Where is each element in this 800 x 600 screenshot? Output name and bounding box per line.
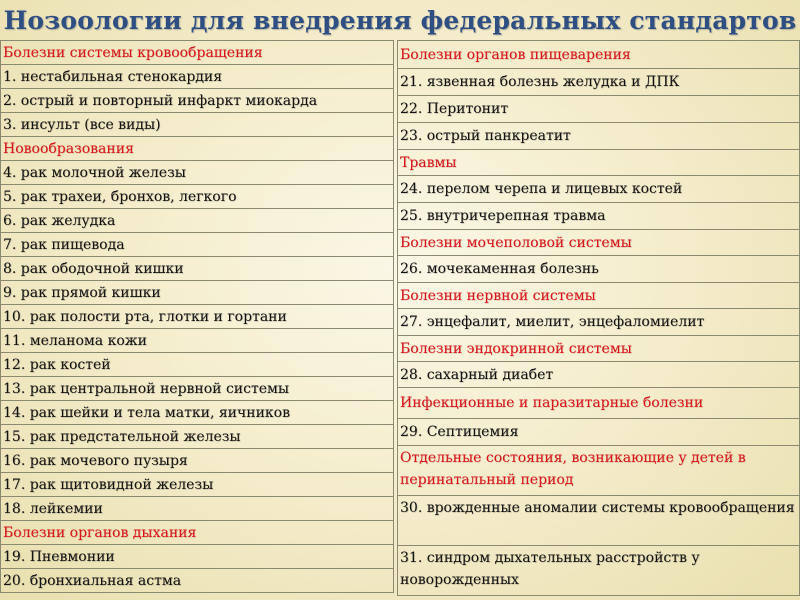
- left-nosology-table: [0, 40, 394, 593]
- left-row-7: [0, 185, 394, 209]
- right-row-3-text: 22. Перитонит: [400, 101, 509, 117]
- right-row-9-text: 26. мочекаменная болезнь: [400, 261, 599, 277]
- right-row-7-text: 25. внутричерепная травма: [400, 208, 606, 224]
- right-row-9: [397, 256, 800, 283]
- right-row-14: [397, 388, 800, 419]
- left-row-3-text: 2. острый и повторный инфаркт миокарда: [3, 92, 318, 109]
- left-row-23-text: 20. бронхиальная астма: [3, 572, 182, 589]
- left-row-6: [0, 161, 394, 185]
- right-row-10-text: Болезни нервной системы: [400, 287, 596, 304]
- left-row-15-text: 13. рак центральной нервной системы: [3, 380, 290, 397]
- left-row-10-text: 8. рак ободочной кишки: [3, 260, 184, 277]
- right-row-4-text: 23. острый панкреатит: [400, 128, 571, 144]
- right-row-4: [397, 123, 800, 150]
- left-row-13-text: 11. меланома кожи: [3, 332, 147, 349]
- left-row-6-text: 4. рак молочной железы: [3, 164, 186, 181]
- right-row-12-text: Болезни эндокринной системы: [400, 340, 632, 357]
- right-row-6: [397, 176, 800, 203]
- left-row-20-text: 18. лейкемии: [3, 500, 103, 517]
- left-row-16-text: 14. рак шейки и тела матки, яичников: [3, 404, 290, 421]
- right-row-14-text: Инфекционные и паразитарные болезни: [400, 395, 704, 411]
- right-row-6-text: 24. перелом черепа и лицевых костей: [400, 181, 683, 197]
- right-row-12: [397, 336, 800, 362]
- right-nosology-table: [397, 40, 800, 596]
- left-row-11-text: 9. рак прямой кишки: [3, 284, 161, 301]
- slide-title: Нозоологии для внедрения федеральных стандартов: [3, 6, 797, 35]
- left-row-12: [0, 305, 394, 329]
- left-row-13: [0, 329, 394, 353]
- right-row-10: [397, 283, 800, 309]
- left-row-21-text: Болезни органов дыхания: [3, 524, 197, 541]
- right-row-11: [397, 309, 800, 336]
- right-row-5-text: Травмы: [400, 154, 457, 171]
- right-row-18-text: 31. синдром дыхательных расстройств у новорожденных: [400, 550, 700, 588]
- right-row-2: [397, 69, 800, 96]
- left-row-22-text: 19. Пневмонии: [3, 548, 115, 565]
- left-row-16: [0, 401, 394, 425]
- left-row-17: [0, 425, 394, 449]
- left-row-14-text: 12. рак костей: [3, 356, 111, 373]
- left-row-14: [0, 353, 394, 377]
- left-row-5: [0, 137, 394, 161]
- left-row-17-text: 15. рак предстательной железы: [3, 428, 241, 445]
- left-row-23: [0, 569, 394, 593]
- left-row-22: [0, 545, 394, 569]
- right-row-18: [397, 546, 800, 596]
- left-row-18: [0, 449, 394, 473]
- left-row-15: [0, 377, 394, 401]
- left-row-1-text: Болезни системы кровообращения: [3, 44, 263, 61]
- left-row-21: [0, 521, 394, 545]
- left-row-19-text: 17. рак щитовидной железы: [3, 476, 214, 493]
- left-row-11: [0, 281, 394, 305]
- left-row-18-text: 16. рак мочевого пузыря: [3, 452, 188, 469]
- right-row-3: [397, 96, 800, 123]
- left-row-2: [0, 65, 394, 89]
- left-row-4: [0, 113, 394, 137]
- left-row-10: [0, 257, 394, 281]
- right-row-1: [397, 41, 800, 69]
- right-row-1-text: Болезни органов пищеварения: [400, 46, 631, 63]
- left-row-19: [0, 473, 394, 497]
- left-row-5-text: Новообразования: [3, 140, 134, 157]
- left-row-12-text: 10. рак полости рта, глотки и гортани: [3, 308, 287, 325]
- right-row-8-text: Болезни мочеполовой системы: [400, 234, 632, 251]
- left-row-2-text: 1. нестабильная стенокардия: [3, 68, 223, 85]
- left-row-4-text: 3. инсульт (все виды): [3, 116, 161, 133]
- right-row-2-text: 21. язвенная болезнь желудка и ДПК: [400, 74, 680, 90]
- right-row-13-text: 28. сахарный диабет: [400, 366, 554, 383]
- right-row-11-text: 27. энцефалит, миелит, энцефаломиелит: [400, 314, 705, 330]
- left-row-9: [0, 233, 394, 257]
- right-row-15: [397, 419, 800, 446]
- right-row-17-text: 30. врожденные аномалии системы кровообращения: [400, 500, 795, 516]
- left-row-3: [0, 89, 394, 113]
- right-row-17: [397, 496, 800, 546]
- right-row-16-text: Отдельные состояния, возникающие у детей в перинатальный период: [400, 450, 746, 488]
- left-row-8-text: 6. рак желудка: [3, 212, 116, 229]
- right-row-7: [397, 203, 800, 230]
- right-row-5: [397, 150, 800, 176]
- left-row-1: [0, 41, 394, 65]
- left-row-7-text: 5. рак трахеи, бронхов, легкого: [3, 188, 237, 205]
- right-row-13: [397, 362, 800, 388]
- right-row-16: [397, 446, 800, 496]
- left-row-20: [0, 497, 394, 521]
- left-row-8: [0, 209, 394, 233]
- right-row-8: [397, 230, 800, 256]
- left-row-9-text: 7. рак пищевода: [3, 236, 125, 253]
- right-row-15-text: 29. Септицемия: [400, 424, 519, 440]
